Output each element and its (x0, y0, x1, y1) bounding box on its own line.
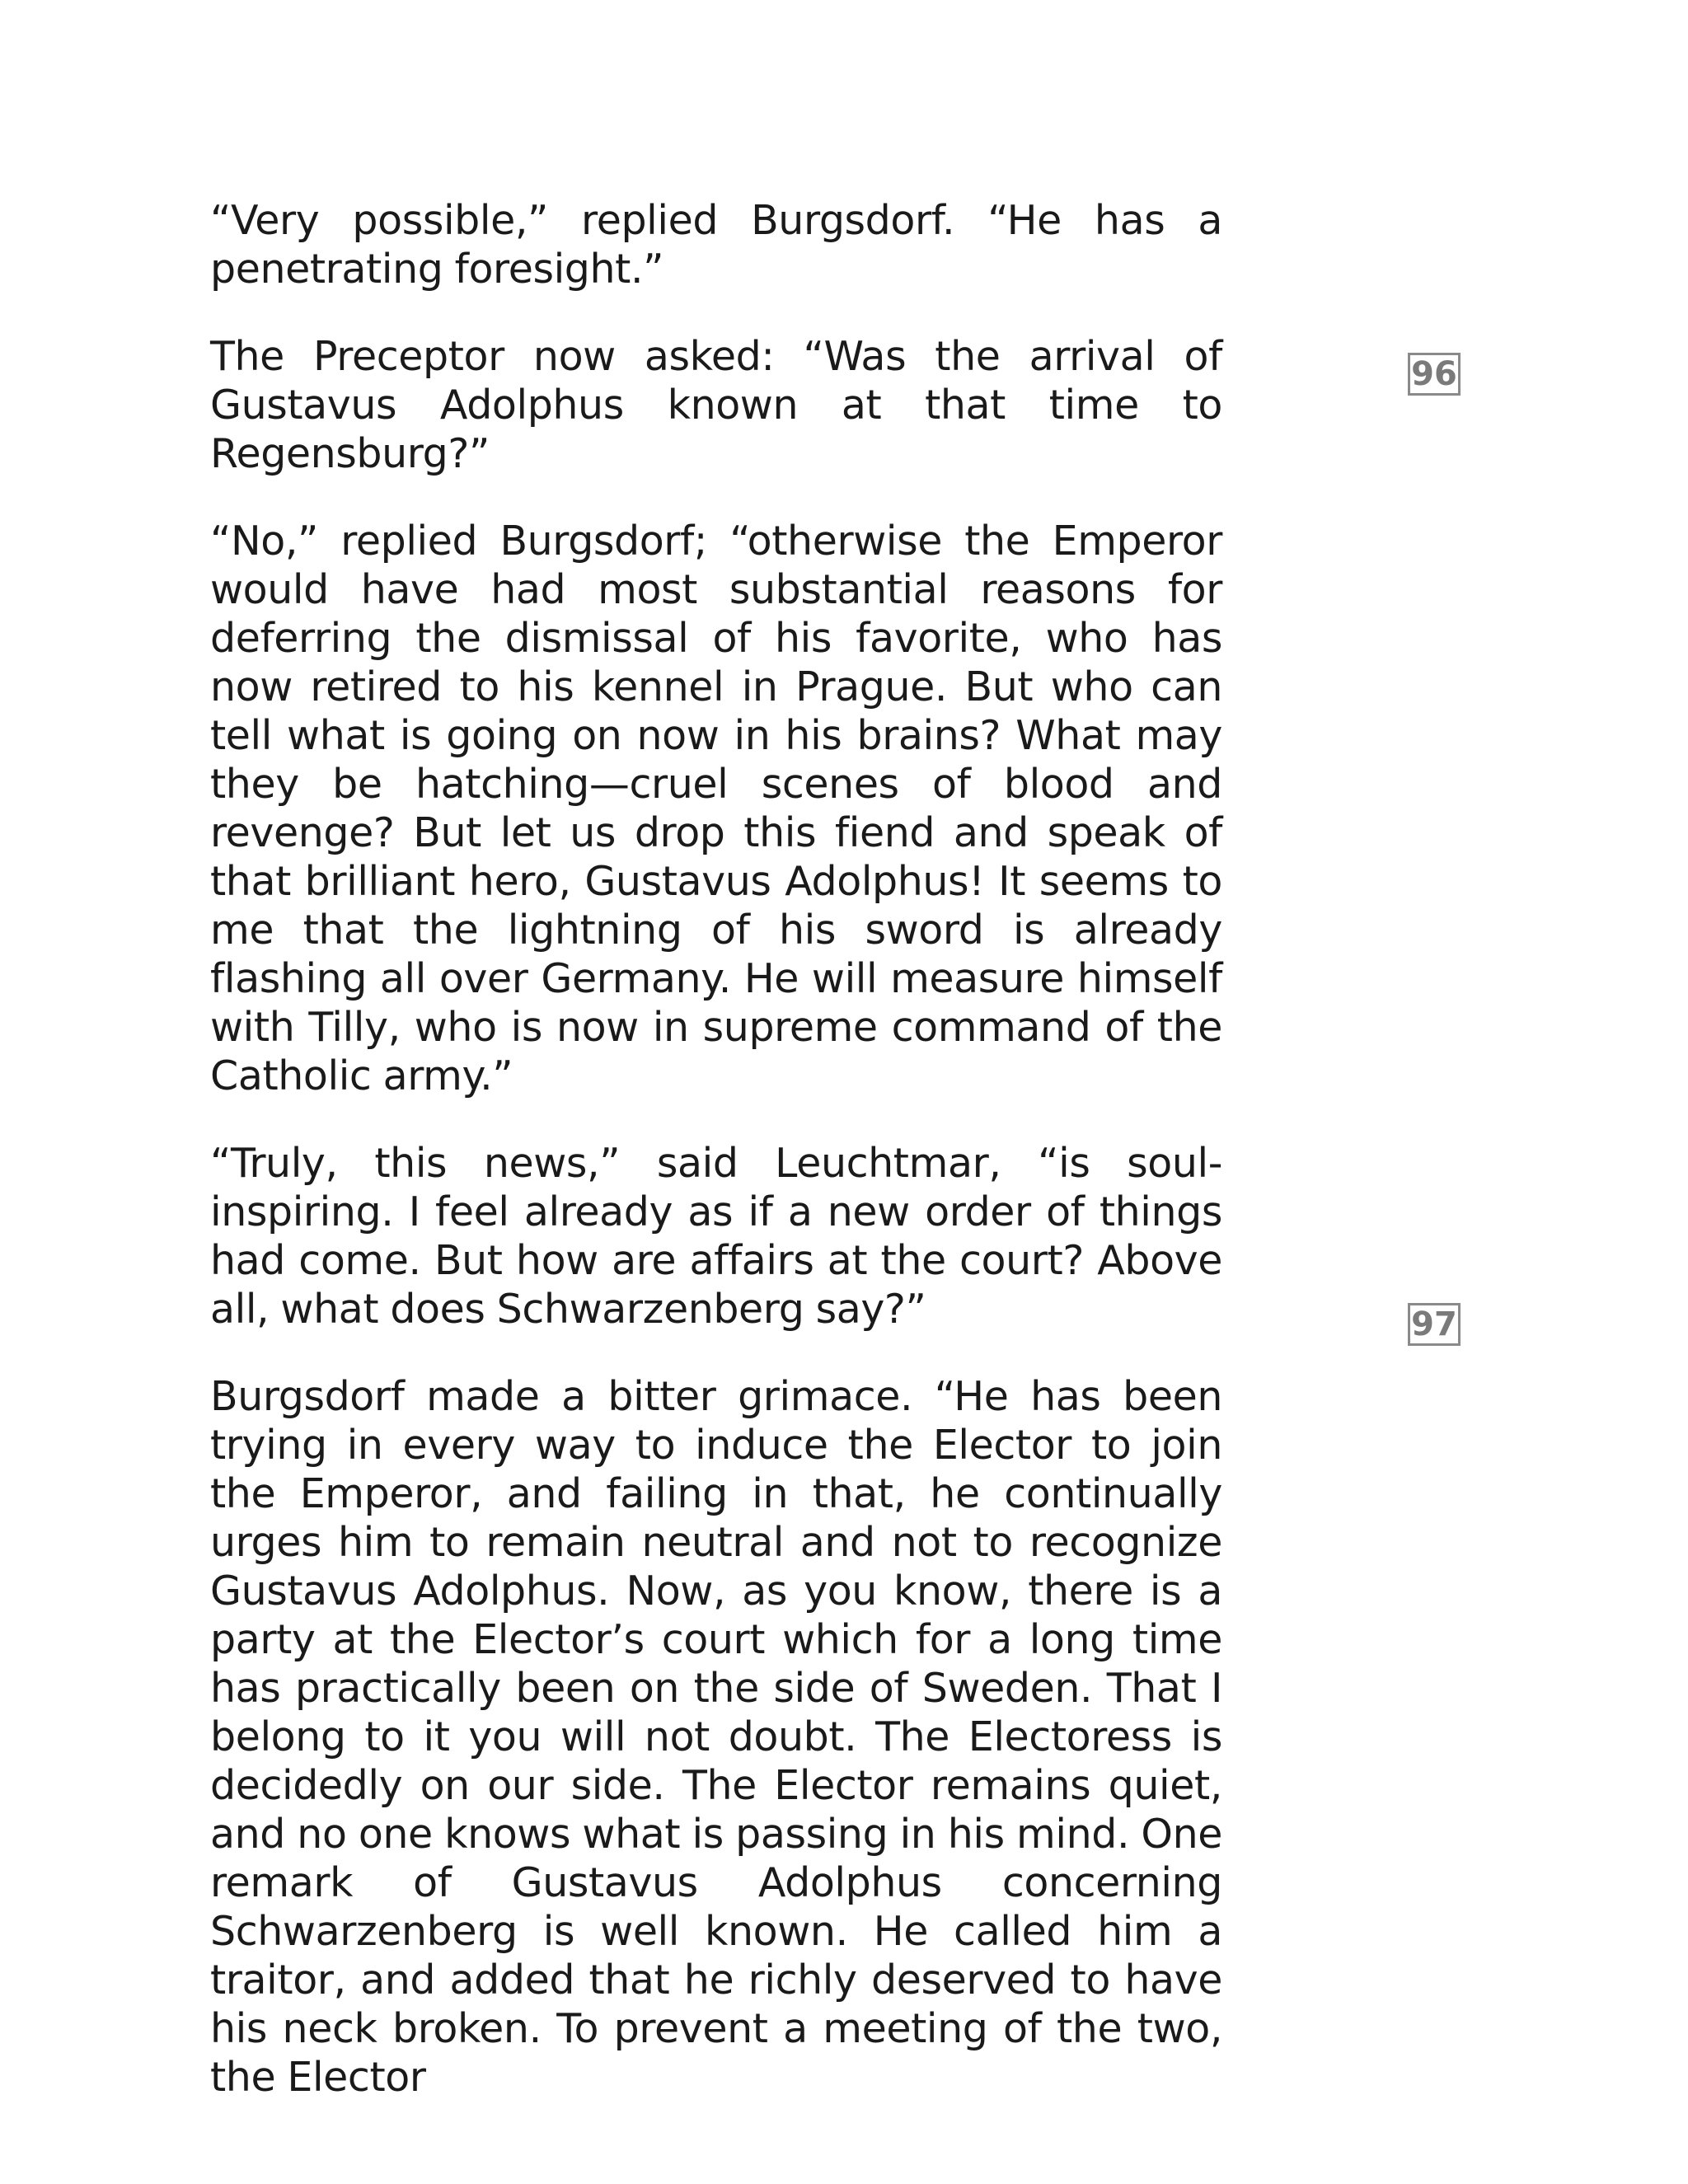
body-text (210, 196, 1222, 2140)
paragraph: “Truly, this news,” said Leuchtmar, “is soul-inspiring. I feel already as if a new order of things had come. But how are affairs at the court? Above all, what does Schwarzenberg say?” (210, 1140, 1222, 1333)
paragraph: Burgsdorf made a bitter grimace. “He has been trying in every way to induce the Elector to join the Emperor, and failing in that, he continually urges him to remain neutral and not to recognize Gustavus Adolphus. Now, as you know, there is a party at the Elector’s court which for a long time has practically been on the side of Sweden. That I belong to it you will not doubt. The Electoress is decidedly on our side. The Elector remains quiet, and no one knows what is passing in his mind. One remark of Gustavus Adolphus concerning Schwarzenberg is well known. He called him a traitor, and added that he richly deserved to have his neck broken. To prevent a meeting of the two, the Elector (210, 1373, 1222, 2101)
page-number-marker: 96 (1408, 353, 1461, 396)
paragraph: “Very possible,” replied Burgsdorf. “He has a penetrating foresight.” (210, 197, 1222, 293)
paragraph: “No,” replied Burgsdorf; “otherwise the Emperor would have had most substantial reasons for deferring the dismissal of his favorite, who has now retired to his kennel in Prague. But who can tell what is going on now in his brains? What may they be hatching—cruel scenes of blood and revenge? But let us drop this fiend and speak of that brilliant hero, Gustavus Adolphus! It seems to me that the lightning of his sword is already flashing all over Germany. He will measure himself with Tilly, who is now in supreme command of the Catholic army.” (210, 518, 1222, 1099)
paragraph: The Preceptor now asked: “Was the arrival of Gustavus Adolphus known at that time to Regensburg?” (210, 333, 1222, 477)
page-number-marker: 97 (1408, 1303, 1461, 1346)
